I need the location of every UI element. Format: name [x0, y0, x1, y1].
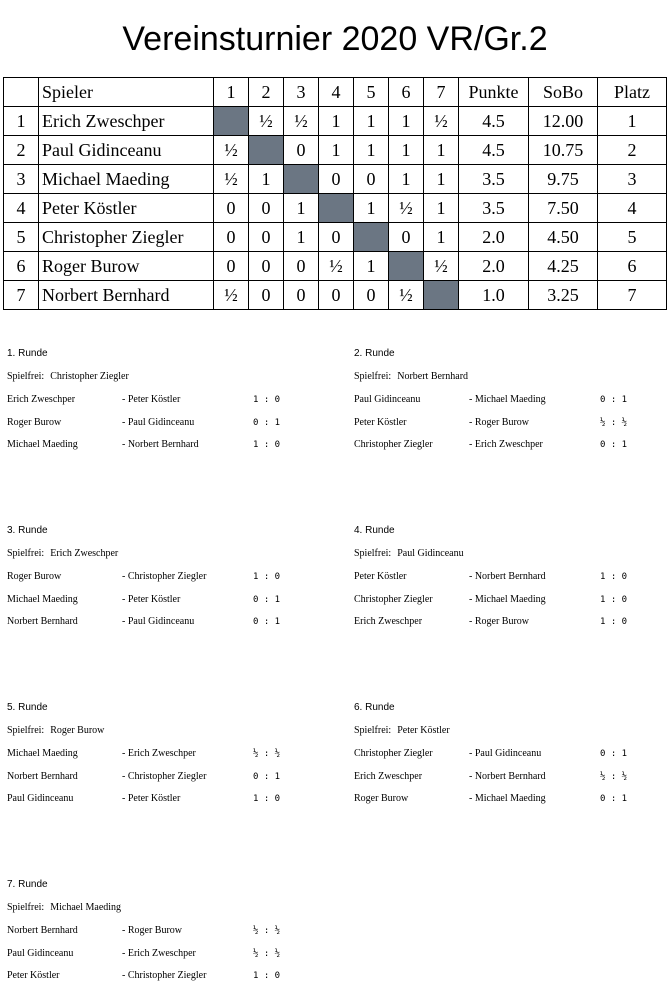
pairing-row [7, 769, 327, 792]
white-player: Norbert Bernhard [7, 925, 78, 936]
player-name: Erich Zweschper [39, 107, 214, 136]
pairing-result: 1 : 0 [253, 572, 281, 582]
result-cell: 1 [284, 194, 319, 223]
result-cell: 0 [319, 281, 354, 310]
row-number: 6 [4, 252, 39, 281]
result-cell: 0 [389, 223, 424, 252]
black-player: - Christopher Ziegler [122, 770, 207, 782]
platz-cell: 3 [598, 165, 667, 194]
header-nr [4, 78, 39, 107]
result-cell: 0 [319, 165, 354, 194]
result-cell: 0 [249, 252, 284, 281]
white-player: Erich Zweschper [354, 616, 423, 627]
result-cell: 1 [354, 252, 389, 281]
header-sobo: SoBo [529, 78, 598, 107]
white-player: Christopher Ziegler [354, 439, 433, 450]
player-name: Peter Köstler [39, 194, 214, 223]
page-title: Vereinsturnier 2020 VR/Gr.2 [122, 20, 548, 58]
result-cell: ½ [424, 107, 459, 136]
result-cell: ½ [249, 107, 284, 136]
pairing-row [7, 791, 327, 814]
result-cell: ½ [214, 165, 249, 194]
header-col-1: 1 [214, 78, 249, 107]
bye-line [7, 900, 327, 923]
header-col-4: 4 [319, 78, 354, 107]
punkte-cell: 1.0 [459, 281, 529, 310]
table-row [4, 281, 667, 310]
black-player: - Paul Gidinceanu [122, 416, 195, 428]
round-block [7, 877, 327, 991]
white-player: Roger Burow [354, 793, 409, 804]
bye-player: Roger Burow [50, 725, 105, 736]
pairing-row [7, 968, 327, 991]
result-cell: 0 [354, 281, 389, 310]
header-col-6: 6 [389, 78, 424, 107]
result-cell: 1 [354, 194, 389, 223]
bye-line [354, 723, 670, 746]
bye-line [354, 369, 670, 392]
white-player: Roger Burow [7, 571, 62, 582]
pairing-row [354, 769, 670, 792]
result-cell: 0 [284, 281, 319, 310]
bye-label: Spielfrei: [7, 371, 45, 382]
white-player: Michael Maeding [7, 439, 78, 450]
pairing-result: 1 : 0 [253, 395, 281, 405]
pairing-result: 0 : 1 [253, 417, 281, 428]
round-block [354, 700, 670, 814]
black-player: - Roger Burow [469, 416, 529, 428]
round-block [7, 346, 327, 460]
white-player: Christopher Ziegler [354, 593, 433, 605]
result-cell: ½ [389, 281, 424, 310]
pairing-row [354, 392, 670, 415]
player-name: Christopher Ziegler [39, 223, 214, 252]
result-cell: 0 [284, 136, 319, 165]
sobo-cell: 7.50 [529, 194, 598, 223]
black-player: - Norbert Bernhard [469, 770, 546, 782]
round-title: 5. Runde [7, 702, 48, 713]
round-block [7, 523, 327, 637]
result-cell: 1 [354, 136, 389, 165]
result-cell: ½ [319, 252, 354, 281]
round-block [354, 346, 670, 460]
result-cell: 0 [214, 194, 249, 223]
punkte-cell: 4.5 [459, 136, 529, 165]
result-cell: 0 [284, 252, 319, 281]
result-cell: 0 [319, 223, 354, 252]
black-player: - Paul Gidinceanu [469, 748, 542, 759]
punkte-cell: 2.0 [459, 223, 529, 252]
bye-label: Spielfrei: [354, 371, 392, 382]
pairing-row [7, 415, 327, 438]
pairing-row [7, 569, 327, 592]
crosstable-header-row [4, 78, 667, 107]
black-player: - Michael Maeding [469, 394, 546, 405]
black-player: - Erich Zweschper [469, 439, 543, 450]
punkte-cell: 3.5 [459, 165, 529, 194]
platz-cell: 5 [598, 223, 667, 252]
bye-line [7, 723, 327, 746]
black-player: - Erich Zweschper [122, 748, 196, 759]
pairing-result: ½ : ½ [253, 926, 281, 936]
platz-cell: 6 [598, 252, 667, 281]
pairing-result: 0 : 1 [600, 749, 628, 759]
bye-label: Spielfrei: [7, 548, 45, 559]
platz-cell: 7 [598, 281, 667, 310]
bye-player: Erich Zweschper [50, 548, 119, 559]
round-title: 4. Runde [354, 525, 395, 536]
platz-cell: 4 [598, 194, 667, 223]
round-title: 7. Runde [7, 879, 48, 890]
header-col-7: 7 [424, 78, 459, 107]
header-col-2: 2 [249, 78, 284, 107]
result-cell: ½ [389, 194, 424, 223]
pairing-row [354, 415, 670, 438]
white-player: Michael Maeding [7, 748, 78, 759]
white-player: Erich Zweschper [7, 394, 76, 405]
result-cell: 1 [389, 165, 424, 194]
crosstable [3, 77, 667, 310]
white-player: Peter Köstler [7, 970, 60, 981]
pairing-result: ½ : ½ [253, 749, 281, 759]
result-cell: 0 [354, 165, 389, 194]
diagonal-cell [284, 165, 319, 194]
bye-label: Spielfrei: [7, 725, 45, 736]
platz-cell: 2 [598, 136, 667, 165]
pairing-result: 0 : 1 [253, 771, 281, 782]
bye-player: Peter Köstler [397, 725, 450, 736]
black-player: - Christopher Ziegler [122, 571, 207, 582]
sobo-cell: 4.25 [529, 252, 598, 281]
player-name: Paul Gidinceanu [39, 136, 214, 165]
result-cell: ½ [214, 281, 249, 310]
player-name: Michael Maeding [39, 165, 214, 194]
pairing-row [354, 569, 670, 592]
row-number: 2 [4, 136, 39, 165]
pairing-result: 1 : 0 [600, 572, 628, 582]
result-cell: 0 [249, 194, 284, 223]
black-player: - Michael Maeding [469, 593, 546, 605]
pairing-result: 1 : 0 [253, 971, 281, 981]
bye-label: Spielfrei: [354, 548, 392, 559]
pairing-row [7, 437, 327, 460]
pairing-result: 0 : 1 [253, 594, 281, 605]
round-block [7, 700, 327, 814]
black-player: - Roger Burow [469, 616, 529, 627]
player-name: Roger Burow [39, 252, 214, 281]
pairing-row [7, 746, 327, 769]
result-cell: 1 [389, 136, 424, 165]
table-row [4, 165, 667, 194]
pairing-result: ½ : ½ [600, 417, 628, 428]
black-player: - Erich Zweschper [122, 947, 196, 959]
result-cell: 1 [424, 194, 459, 223]
black-player: - Peter Köstler [122, 793, 181, 804]
pairing-row [7, 946, 327, 969]
pairing-row [7, 923, 327, 946]
white-player: Peter Köstler [354, 416, 407, 428]
bye-player: Michael Maeding [50, 902, 122, 913]
sobo-cell: 3.25 [529, 281, 598, 310]
header-punkte: Punkte [459, 78, 529, 107]
pairing-result: 0 : 1 [253, 617, 281, 627]
pairing-row [354, 614, 670, 637]
round-block [354, 523, 670, 637]
round-title: 1. Runde [7, 348, 48, 359]
black-player: - Michael Maeding [469, 793, 546, 804]
black-player: - Peter Köstler [122, 593, 181, 605]
white-player: Michael Maeding [7, 593, 78, 605]
pairing-result: 1 : 0 [600, 594, 628, 605]
sobo-cell: 9.75 [529, 165, 598, 194]
result-cell: 1 [319, 136, 354, 165]
punkte-cell: 2.0 [459, 252, 529, 281]
header-col-5: 5 [354, 78, 389, 107]
bye-line [7, 546, 327, 569]
pairing-row [354, 437, 670, 460]
result-cell: ½ [214, 136, 249, 165]
result-cell: 0 [249, 281, 284, 310]
result-cell: 1 [424, 223, 459, 252]
sobo-cell: 4.50 [529, 223, 598, 252]
pairing-row [7, 592, 327, 615]
pairing-result: 0 : 1 [600, 440, 628, 450]
white-player: Paul Gidinceanu [7, 793, 74, 804]
white-player: Norbert Bernhard [7, 616, 78, 627]
pairing-result: 0 : 1 [600, 395, 628, 405]
table-row [4, 223, 667, 252]
diagonal-cell [249, 136, 284, 165]
result-cell: 1 [389, 107, 424, 136]
result-cell: 0 [214, 252, 249, 281]
round-title: 2. Runde [354, 348, 395, 359]
result-cell: ½ [424, 252, 459, 281]
result-cell: 0 [249, 223, 284, 252]
pairing-result: ½ : ½ [253, 948, 281, 959]
diagonal-cell [354, 223, 389, 252]
white-player: Peter Köstler [354, 571, 407, 582]
black-player: - Norbert Bernhard [122, 439, 199, 450]
bye-player: Norbert Bernhard [397, 371, 469, 382]
pairing-result: 1 : 0 [600, 617, 628, 627]
pairing-result: 1 : 0 [253, 794, 281, 804]
black-player: - Paul Gidinceanu [122, 616, 195, 627]
pairing-row [354, 592, 670, 615]
sobo-cell: 12.00 [529, 107, 598, 136]
row-number: 3 [4, 165, 39, 194]
bye-line [7, 369, 327, 392]
result-cell: 1 [354, 107, 389, 136]
result-cell: 1 [424, 165, 459, 194]
table-row [4, 194, 667, 223]
white-player: Paul Gidinceanu [354, 394, 421, 405]
round-title: 3. Runde [7, 525, 48, 536]
player-name: Norbert Bernhard [39, 281, 214, 310]
pairing-row [7, 392, 327, 415]
diagonal-cell [424, 281, 459, 310]
white-player: Roger Burow [7, 416, 62, 428]
row-number: 5 [4, 223, 39, 252]
bye-player: Christopher Ziegler [50, 371, 129, 382]
bye-label: Spielfrei: [354, 725, 392, 736]
round-title: 6. Runde [354, 702, 395, 713]
bye-player: Paul Gidinceanu [397, 548, 464, 559]
result-cell: 1 [424, 136, 459, 165]
white-player: Erich Zweschper [354, 770, 423, 782]
result-cell: 1 [249, 165, 284, 194]
diagonal-cell [389, 252, 424, 281]
pairing-result: ½ : ½ [600, 771, 628, 782]
bye-label: Spielfrei: [7, 902, 45, 913]
table-row [4, 136, 667, 165]
result-cell: 1 [319, 107, 354, 136]
pairing-result: 1 : 0 [253, 440, 281, 450]
pairing-row [7, 614, 327, 637]
black-player: - Peter Köstler [122, 394, 181, 405]
row-number: 7 [4, 281, 39, 310]
result-cell: ½ [284, 107, 319, 136]
table-row [4, 107, 667, 136]
punkte-cell: 3.5 [459, 194, 529, 223]
sobo-cell: 10.75 [529, 136, 598, 165]
table-row [4, 252, 667, 281]
white-player: Christopher Ziegler [354, 748, 433, 759]
header-platz: Platz [598, 78, 667, 107]
diagonal-cell [214, 107, 249, 136]
row-number: 1 [4, 107, 39, 136]
header-spieler: Spieler [39, 78, 214, 107]
black-player: - Roger Burow [122, 925, 182, 936]
white-player: Paul Gidinceanu [7, 947, 74, 959]
result-cell: 1 [284, 223, 319, 252]
white-player: Norbert Bernhard [7, 770, 78, 782]
header-col-3: 3 [284, 78, 319, 107]
black-player: - Christopher Ziegler [122, 970, 207, 981]
black-player: - Norbert Bernhard [469, 571, 546, 582]
pairing-row [354, 791, 670, 814]
result-cell: 0 [214, 223, 249, 252]
pairing-row [354, 746, 670, 769]
row-number: 4 [4, 194, 39, 223]
platz-cell: 1 [598, 107, 667, 136]
pairing-result: 0 : 1 [600, 794, 628, 804]
punkte-cell: 4.5 [459, 107, 529, 136]
bye-line [354, 546, 670, 569]
diagonal-cell [319, 194, 354, 223]
